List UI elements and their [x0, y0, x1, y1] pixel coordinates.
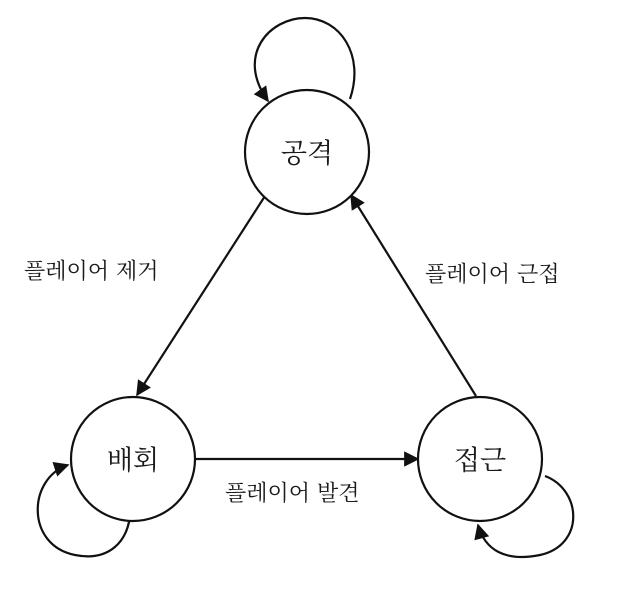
edge-approach-to-attack — [351, 195, 476, 396]
state-label-attack: 공격 — [280, 138, 334, 170]
edge-label-patrol-to-approach: 플레이어 발견 — [225, 481, 360, 507]
state-label-approach: 접근 — [453, 445, 507, 477]
edge-label-attack-to-patrol: 플레이어 제거 — [24, 259, 159, 285]
state-node-patrol — [71, 397, 195, 521]
state-label-patrol: 배회 — [106, 445, 160, 477]
edge-attack-to-patrol — [137, 196, 265, 395]
state-node-attack — [245, 90, 369, 214]
self-loop-attack — [255, 18, 355, 101]
state-node-approach — [418, 397, 542, 521]
edge-label-approach-to-attack: 플레이어 근접 — [425, 262, 560, 288]
